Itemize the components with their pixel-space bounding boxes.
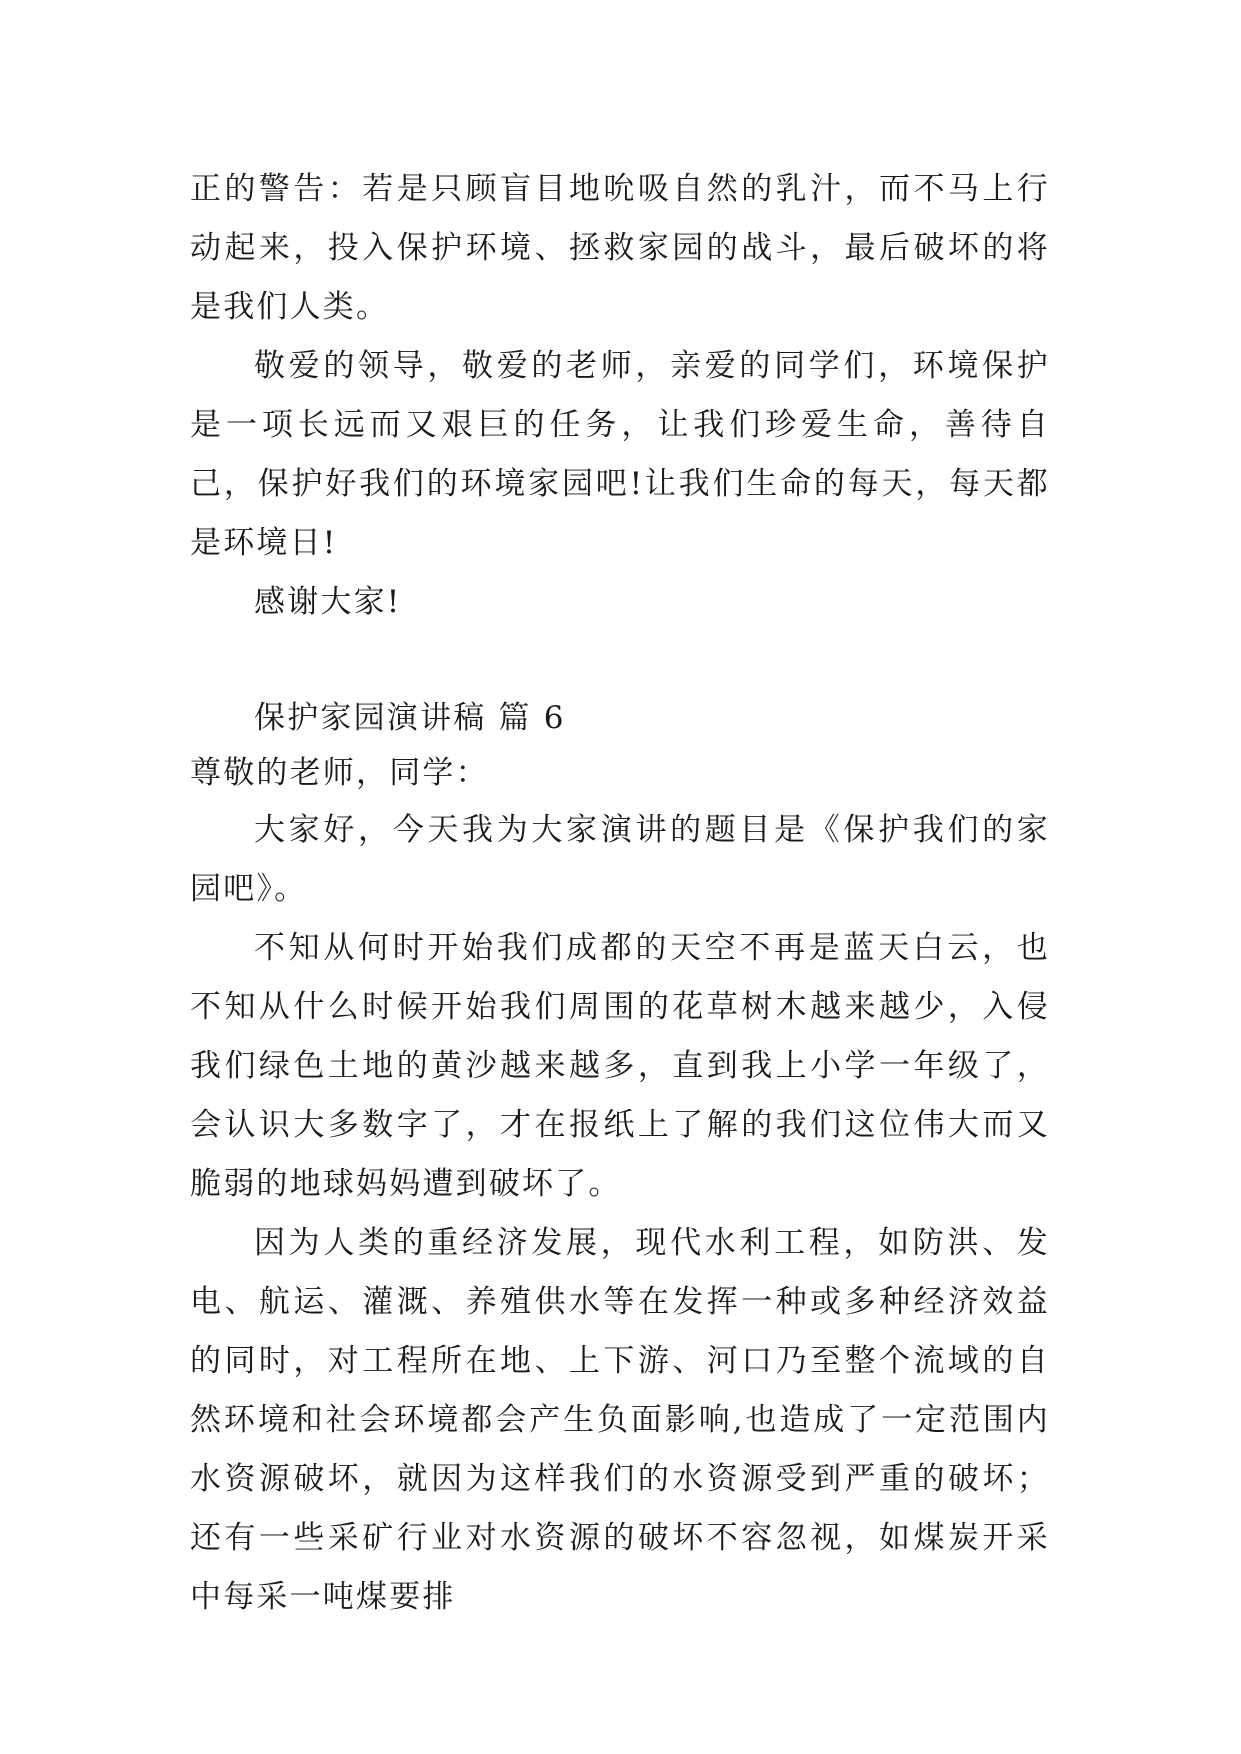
paragraph-thanks: 感谢大家! bbox=[254, 584, 402, 620]
paragraph-warning: 正的警告：若是只顾盲目地吮吸自然的乳汁，而不马上行动起来，投入保护环境、拯救家园的战斗，最后破坏的将是我们人类。 bbox=[190, 171, 1050, 325]
greeting: 尊敬的老师，同学： bbox=[190, 755, 489, 791]
paragraph-water-resources: 因为人类的重经济发展，现代水利工程，如防洪、发电、航运、灌溉、养殖供水等在发挥一种或多种经济效益的同时，对工程所在地、上下游、河口乃至整个流域的自然环境和社会环境都会产生负面影响,也造成了一定范围内水资源破坏，就因为这样我们的水资源受到严重的破坏；还有一些采矿行业对水资源的破坏不容忽视，如煤炭开采中每采一吨煤要排 bbox=[190, 1225, 1050, 1615]
section-title: 保护家园演讲稿 篇 6 bbox=[254, 700, 566, 736]
paragraph-closing-appeal: 敬爱的领导，敬爱的老师，亲爱的同学们，环境保护是一项长远而又艰巨的任务，让我们珍爱生命，善待自己，保护好我们的环境家园吧!让我们生命的每天，每天都是环境日! bbox=[190, 348, 1050, 561]
document-body bbox=[190, 160, 1050, 1627]
paragraph-sky: 不知从何时开始我们成都的天空不再是蓝天白云，也不知从什么时候开始我们周围的花草树木越来越少，入侵我们绿色土地的黄沙越来越多，直到我上小学一年级了，会认识大多数字了，才在报纸上了解的我们这位伟大而又脆弱的地球妈妈遭到破坏了。 bbox=[190, 930, 1050, 1202]
paragraph-topic: 大家好，今天我为大家演讲的题目是《保护我们的家园吧》。 bbox=[190, 812, 1050, 907]
section-spacer bbox=[190, 632, 1050, 691]
